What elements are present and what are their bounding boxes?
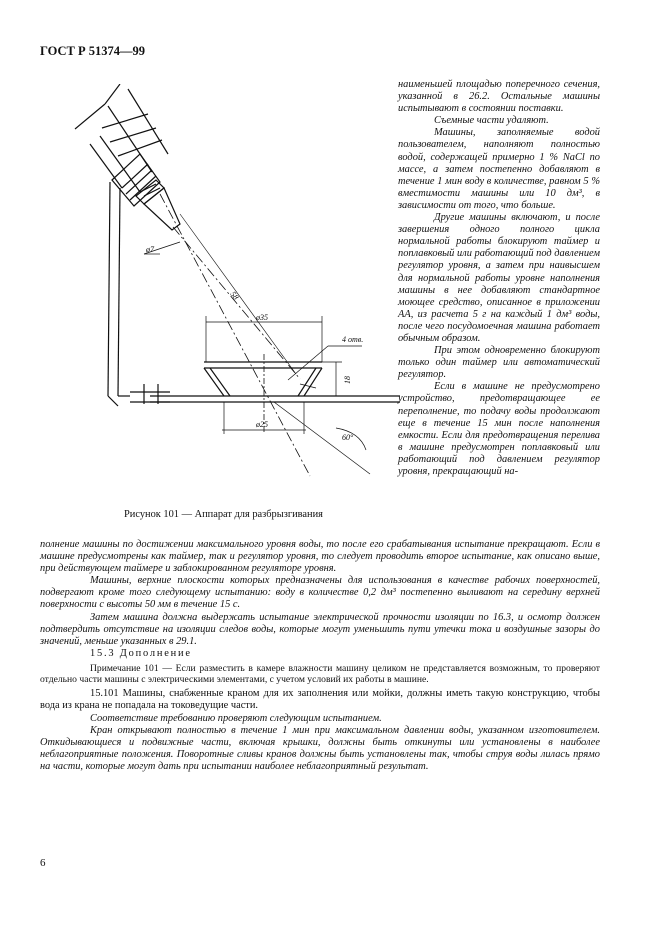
right-paragraph: Машины, заполняемые водой пользователем, наполняют полностью водой, содержащей примерно 1 % NaCl по массе, а затем постепенно добавляют в течение 1 мин воду в количестве, равном 5 % вместимости машины или 10 дм³, в зависимости от того, что больше. xyxy=(398,127,600,211)
label-d35: ø35 xyxy=(256,313,268,322)
right-column-text xyxy=(398,79,600,478)
main-paragraph: Затем машина должна выдержать испытание электрической прочности изоляции по 16.3, и осмотр должен подтвердить отсутствие на изоляции следов воды, которые могут уменьшить пути утечки тока и воздушные зазоры до значений, меньше указанных в 29.1. xyxy=(40,611,600,647)
spray-apparatus-figure xyxy=(60,84,400,494)
right-paragraph: Если в машине не предусмотрено устройство, предотвращающее ее переполнение, то подачу воды продолжают еще в течение 15 мин после наполнения емкости. Если для предотвращения перелива в машине предусмотрен поплавковый или работающий под давлением регулятор уровня, прекращающий на- xyxy=(398,381,600,477)
main-text xyxy=(40,539,600,773)
label-d25: ø25 xyxy=(256,420,268,429)
main-paragraph: Соответствие требованию проверяют следующим испытанием. xyxy=(90,712,382,724)
label-d7: ø7 xyxy=(146,245,154,254)
page-number: 6 xyxy=(40,857,46,869)
label-holes: 4 отв. xyxy=(342,335,364,344)
note-paragraph: Примечание 101 — Если разместить в камере влажности машину целиком не представляется возможным, то проверяют отдельно части машины с электрическими элементами, с учетом условий их работы в машине. xyxy=(40,662,600,686)
main-paragraph: Кран открывают полностью в течение 1 мин при максимальном давлении воды, указанном изготовителем. Откидывающиеся и подвижные части, включая крышки, должны быть откинуты или установлены в наиболее неблагоприятные положения. Поворотные сливы кранов должны быть установлены так, чтобы струя воды лилась прямо на части, которые могут дать при испытании наиболее неблагоприятный результат. xyxy=(40,724,600,772)
spray-apparatus-drawing xyxy=(60,84,400,494)
right-paragraph: Другие машины включают, и после завершения одного полного цикла нормальной работы блокируют таймер и поплавковый или работающий под давлением регулятор уровня, а затем при наивысшем для нормальной работы уровне наполнения машины в нее добавляют стандартное моющее средство, описанное в приложении АА, из расчета 5 г на каждый 1 дм³ воды, после чего посудомоечная машина работает обычным образом. xyxy=(398,212,600,344)
right-paragraph: наименьшей площадью поперечного сечения, указанной в 26.2. Остальные машины испытывают в состоянии поставки. xyxy=(398,79,600,115)
main-paragraph: полнение машины по достижении максимального уровня воды, то после его срабатывания испытание прекращают. Если в машине предусмотрены как таймер, так и регулятор уровня, то следует проводить второе испытание, как описано выше, при действующем таймере и заблокированном регуляторе уровня. xyxy=(40,539,600,575)
label-18: 18 xyxy=(343,376,352,384)
main-paragraph: 15.101 Машины, снабженные краном для их заполнения или мойки, должны иметь такую конструкцию, чтобы вода из крана не попадала на токоведущие части. xyxy=(40,688,600,712)
right-paragraph: Съемные части удаляют. xyxy=(434,115,549,127)
label-58: 58 xyxy=(228,289,241,302)
main-paragraph: Машины, верхние плоскости которых предназначены для использования в качестве рабочих поверхностей, подвергают кроме того следующему испытанию: воду в количестве 0,2 дм³ постепенно выливают на середину верхней поверхности с высоты 50 мм в течение 15 с. xyxy=(40,575,600,611)
figure-caption: Рисунок 101 — Аппарат для разбрызгивания xyxy=(124,509,323,520)
label-60: 60° xyxy=(342,433,354,442)
document-header: ГОСТ Р 51374—99 xyxy=(40,44,146,58)
section-subhead: 15.3 Дополнение xyxy=(90,647,192,659)
right-paragraph: При этом одновременно блокируют только один таймер или автоматический регулятор. xyxy=(398,345,600,381)
